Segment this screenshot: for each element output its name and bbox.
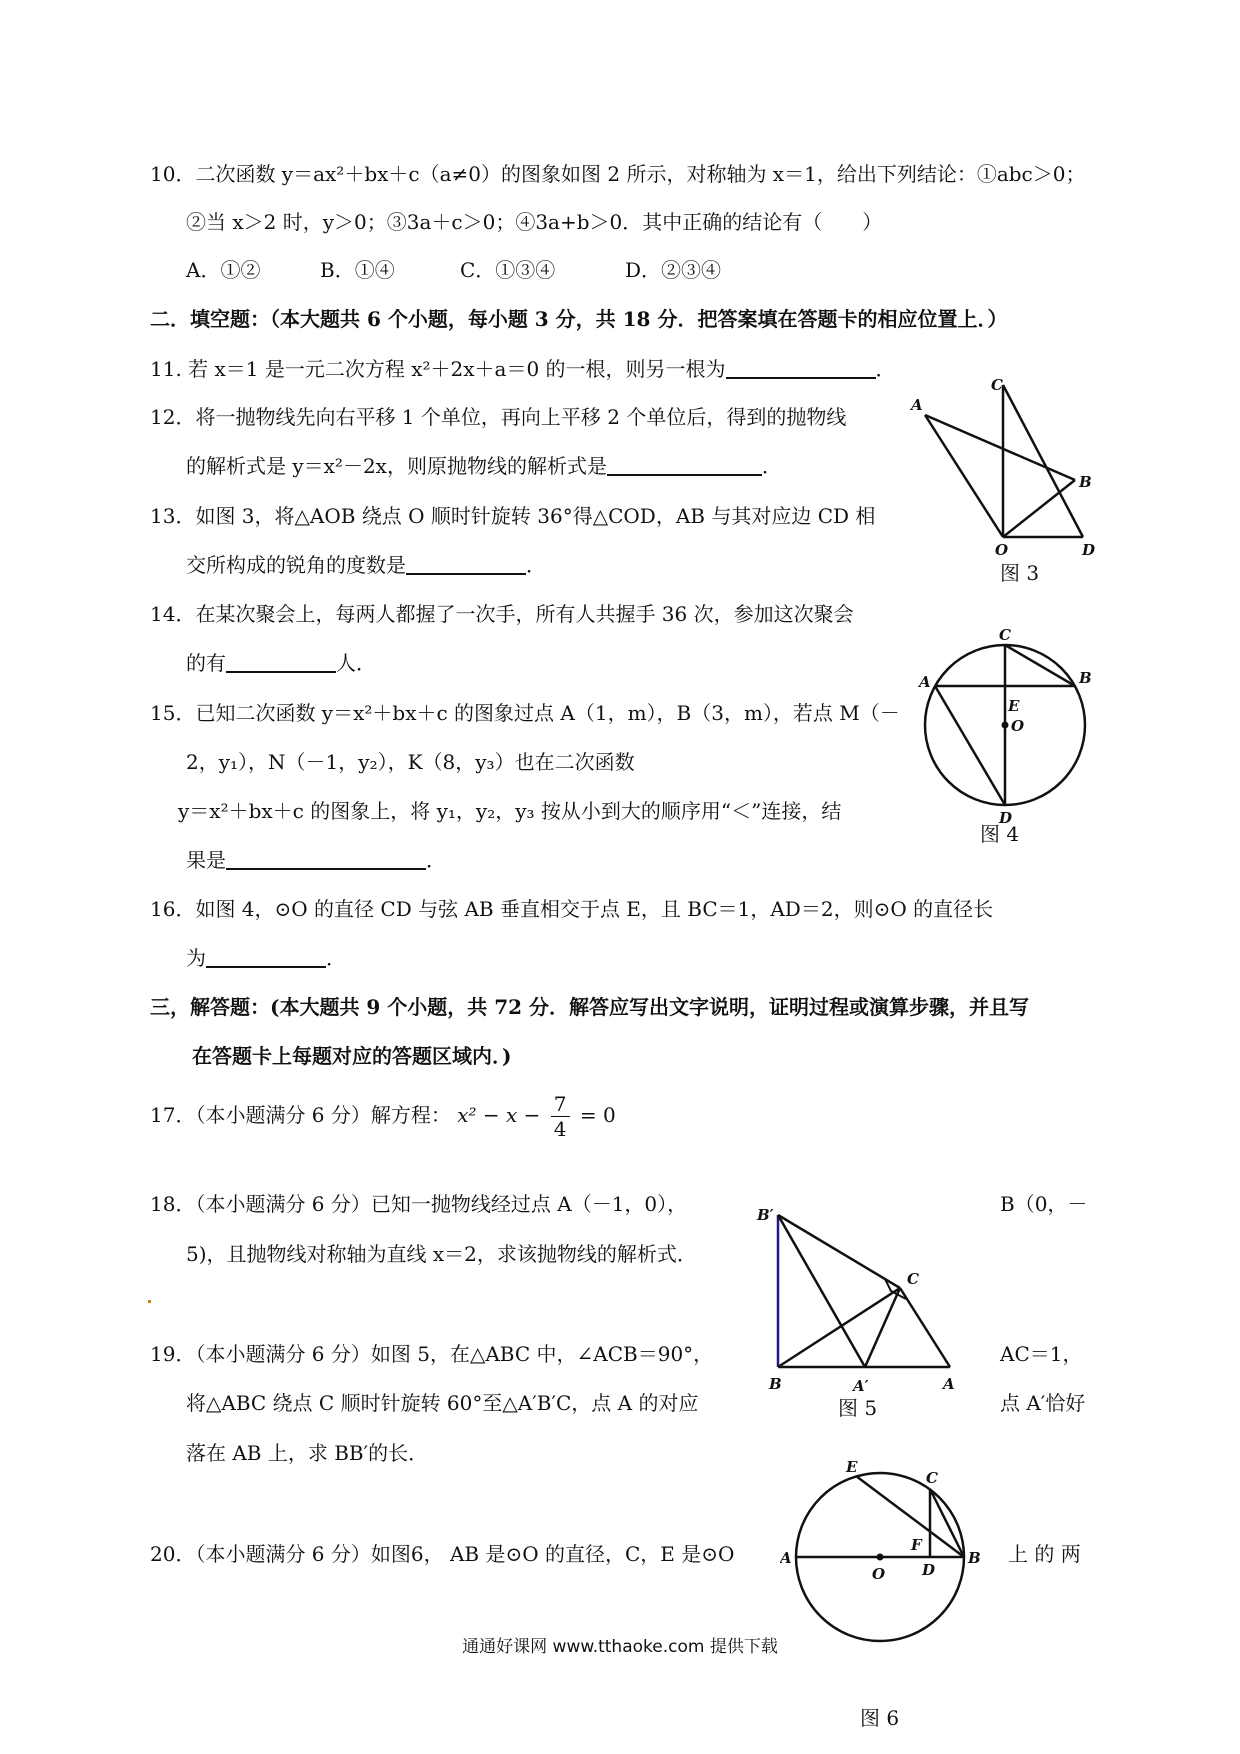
q17-fraction [551,1092,570,1141]
q15-answer-blank [226,846,426,870]
q19-line1-right: AC＝1， [1000,1342,1083,1366]
q16-line1: 16．如图 4，⊙O 的直径 CD 与弦 AB 垂直相交于点 E，且 BC＝1，AD＝2，则⊙O 的直径长 [150,897,994,921]
q15-line2: 2，y₁），N（－1，y₂），K（8，y₃）也在二次函数 [186,750,635,774]
q18-line2: 5)，且抛物线对称轴为直线 x＝2，求该抛物线的解析式． [186,1242,697,1266]
stray-dot [148,1300,151,1303]
q16-text: 为 [186,946,206,970]
q12-text: 的解析式是 y＝x²－2x，则原抛物线的解析式是 [186,454,607,478]
q15-line3: y＝x²＋bx＋c 的图象上，将 y₁，y₂，y₃ 按从小到大的顺序用“＜”连接，结 [178,799,842,823]
q10-line2: ②当 x＞2 时，y＞0；③3a＋c＞0；④3a+b＞0．其中正确的结论有（ ） [186,210,883,234]
fig5-label-b: B [769,1375,782,1393]
q12-line1: 12．将一抛物线先向右平移 1 个单位，再向上平移 2 个单位后，得到的抛物线 [150,405,847,429]
q13-end: ． [526,553,546,577]
q20-line1-right: 上 的 两 [1008,1542,1081,1566]
q17-numerator: 7 [551,1092,570,1117]
q11-end: ． [875,357,896,381]
q17-line [150,1085,616,1145]
fig3-caption: 图 3 [1000,561,1040,585]
fig4-label-e: E [1008,697,1020,715]
fig4-caption: 图 4 [980,822,1020,846]
fig6-center-dot [877,1554,884,1561]
q13-text: 交所构成的锐角的度数是 [186,553,406,577]
q16-answer-blank [206,944,326,968]
q10-option-c: C．①③④ [460,258,556,282]
fig5-caption: 图 5 [838,1396,878,1420]
q13-line1: 13．如图 3，将△AOB 绕点 O 顺时针旋转 36°得△COD，AB 与其对应边 CD 相 [150,504,876,528]
q13-line2 [186,551,546,579]
fig5-segment-b1c [778,1215,900,1288]
fig4-segment-bc [1005,645,1075,686]
q20-line1: 20．（本小题满分 6 分）如图6， AB 是⊙O 的直径，C，E 是⊙O [150,1542,735,1566]
q14-answer-blank [226,649,336,673]
q13-answer-blank [406,551,526,575]
fig4-label-a: A [919,673,931,691]
fig5-segment-ca [900,1288,950,1367]
fig3-segment-ob [1003,480,1075,537]
fig5-label-b1: B′ [757,1206,774,1224]
q18-line1-right: B（0，－ [1000,1192,1088,1216]
q10-option-a: A．①② [186,258,261,282]
section2-title: 二．填空题：（本大题共 6 个小题，每小题 3 分，共 18 分．把答案填在答题卡的相应位置上．） [150,307,1008,331]
q18-line1: 18．（本小题满分 6 分）已知一抛物线经过点 A（－1，0）， [150,1192,688,1216]
q19-line3: 落在 AB 上，求 BB′的长． [186,1441,429,1465]
figure-4 [915,625,1105,825]
q12-answer-blank [607,452,762,476]
q17-eq-left: x² − x − [457,1103,541,1127]
q14-line2 [186,649,376,677]
q17-eq-right: = 0 [579,1103,616,1127]
fig6-segment-cb [930,1489,964,1557]
q15-text: 果是 [186,848,226,872]
q10-option-d: D．②③④ [625,258,722,282]
fig3-segment-ao [925,415,1003,537]
figure-5 [745,1205,970,1405]
q15-end: ． [426,848,446,872]
q15-line4 [186,846,446,874]
q16-line2 [186,944,346,972]
fig5-label-c: C [907,1270,919,1288]
q16-end: ． [326,946,346,970]
q17-denominator: 4 [553,1117,567,1141]
fig4-center-dot [1002,722,1009,729]
fig6-label-d: D [922,1561,936,1579]
footer-source: 通通好课网 www.tthaoke.com 提供下载 [462,1637,778,1657]
q17-text: 17．（本小题满分 6 分）解方程： [150,1103,451,1127]
q19-line2-right: 点 A′恰好 [1000,1391,1086,1415]
q10-line1: 10．二次函数 y＝ax²＋bx＋c（a≠0）的图象如图 2 所示，对称轴为 x＝1，给出下列结论：①abc＞0； [150,162,1086,186]
fig5-label-a: A [943,1375,955,1393]
fig6-label-f: F [911,1536,922,1554]
fig6-label-o: O [872,1565,886,1583]
fig6-label-c: C [926,1469,938,1487]
q14-text-b: 人． [336,651,376,675]
q12-line2 [186,452,782,480]
fig3-segment-ab [925,415,1075,480]
q14-text-a: 的有 [186,651,226,675]
fig6-segment-eb [856,1476,964,1557]
fig4-label-d: D [999,809,1013,825]
fig6-caption: 图 6 [860,1706,900,1730]
figure-3 [905,375,1115,575]
fig4-label-b: B [1079,669,1092,687]
fig6-label-b: B [968,1549,981,1567]
q19-line2: 将△ABC 绕点 C 顺时针旋转 60°至△A′B′C，点 A 的对应 [186,1391,699,1415]
q11-line [150,355,896,383]
q11-answer-blank [726,355,876,379]
fig3-label-b: B [1079,473,1092,491]
section3-line1: 三，解答题：(本大题共 9 个小题，共 72 分．解答应写出文字说明，证明过程或演算步骤，并且写 [150,995,1030,1019]
q11-text: 11. 若 x＝1 是一元二次方程 x²＋2x＋a＝0 的一根，则另一根为 [150,357,726,381]
fig4-label-c: C [999,626,1011,644]
fig3-label-o: O [995,541,1009,559]
section3-line2: 在答题卡上每题对应的答题区域内．) [192,1044,512,1068]
q10-option-b: B．①④ [320,258,395,282]
q14-line1: 14．在某次聚会上，每两人都握了一次手，所有人共握手 36 次，参加这次聚会 [150,602,854,626]
fig3-label-c: C [991,376,1003,394]
q15-line1: 15．已知二次函数 y＝x²＋bx＋c 的图象过点 A（1，m），B（3，m），若点 M（－ [150,701,900,725]
q19-line1: 19．（本小题满分 6 分）如图 5，在△ABC 中，∠ACB＝90°， [150,1342,714,1366]
fig3-label-a: A [911,396,923,414]
fig4-label-o: O [1011,717,1025,735]
fig6-label-a: A [780,1549,792,1567]
fig5-segment-b1a1 [778,1215,865,1367]
q12-end: ． [761,454,782,478]
fig4-segment-ad [935,686,1005,805]
fig3-segment-cd [1003,385,1083,537]
fig6-label-e: E [846,1458,858,1476]
fig5-label-a1: A′ [853,1377,869,1395]
fig3-label-d: D [1082,541,1096,559]
